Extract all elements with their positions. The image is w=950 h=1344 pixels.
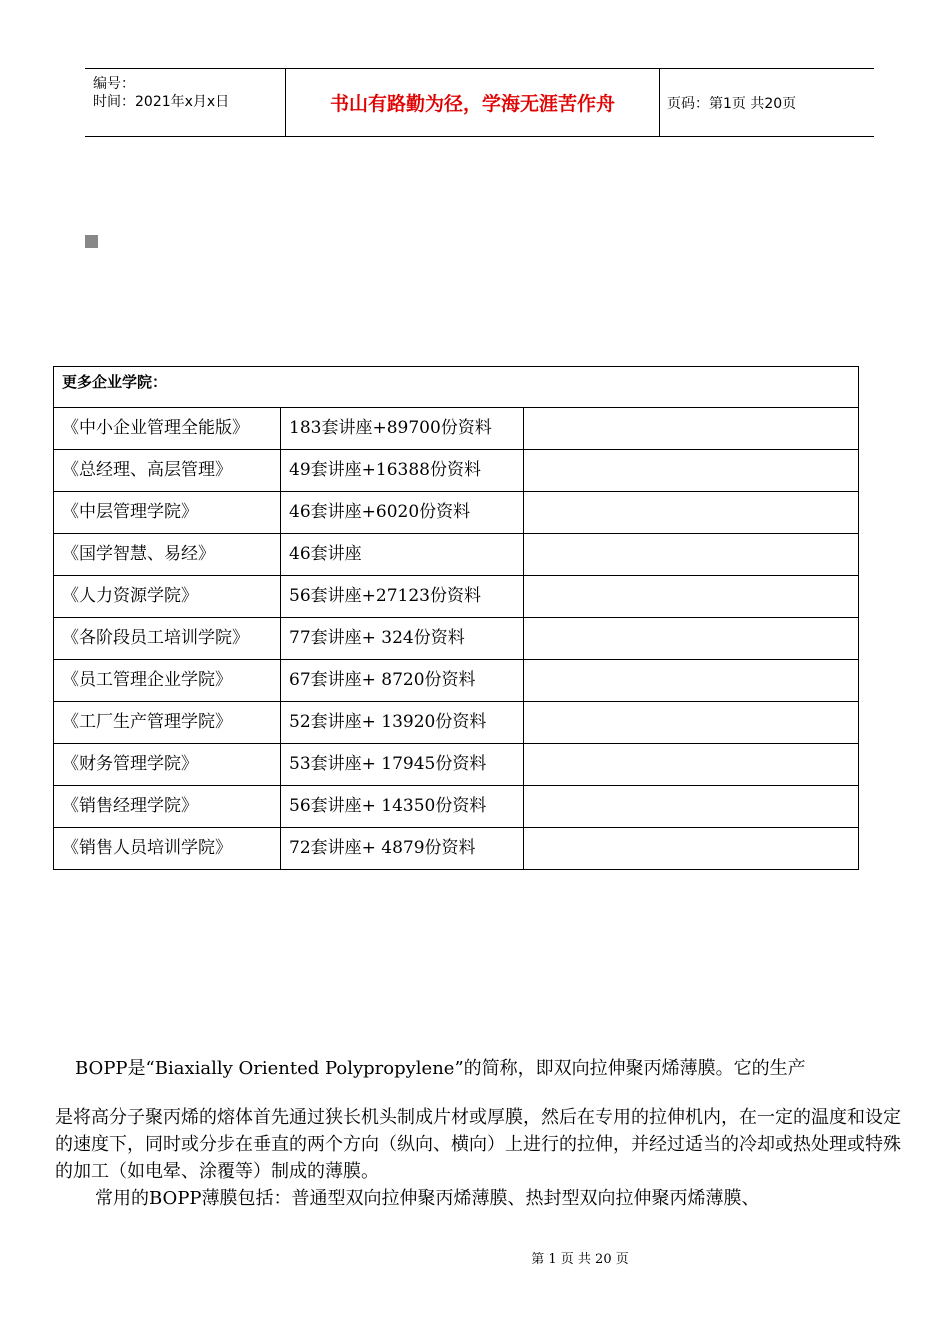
header-motto: 书山有路勤为径，学海无涯苦作舟: [285, 69, 660, 136]
academy-name: 《财务管理学院》: [54, 744, 281, 786]
paragraph-rest: 是将高分子聚丙烯的熔体首先通过狭长机头制成片材或厚膜，然后在专用的拉伸机内，在一定的温度和设定的速度下，同时或分步在垂直的两个方向（纵向、横向）上进行的拉伸，并经过适当的冷却或热处理或特殊的加工（如电晕、涂覆等）制成的薄膜。: [55, 1107, 901, 1182]
bullet-square-icon: [85, 235, 98, 248]
academy-resources: 46套讲座+6020份资料: [281, 492, 524, 534]
time-label: 时间：2021年x月x日: [93, 94, 230, 110]
table-row: [54, 492, 859, 534]
academy-resources: 49套讲座+16388份资料: [281, 450, 524, 492]
academy-resources: 56套讲座+27123份资料: [281, 576, 524, 618]
table-row: [54, 660, 859, 702]
academy-name: 《各阶段员工培训学院》: [54, 618, 281, 660]
academy-resources: 52套讲座+ 13920份资料: [281, 702, 524, 744]
empty-cell: [524, 660, 859, 702]
table-caption-row: [54, 367, 859, 408]
table-row: [54, 786, 859, 828]
empty-cell: [524, 618, 859, 660]
academy-name: 《国学智慧、易经》: [54, 534, 281, 576]
footer-page-number: 第 1 页 共 20 页: [531, 1252, 629, 1267]
academy-name: 《销售人员培训学院》: [54, 828, 281, 870]
paragraph-bopp-intro: [55, 1055, 915, 1185]
table-row: [54, 828, 859, 870]
academy-resources: 56套讲座+ 14350份资料: [281, 786, 524, 828]
academy-name: 《总经理、高层管理》: [54, 450, 281, 492]
academy-resources: 183套讲座+89700份资料: [281, 408, 524, 450]
empty-cell: [524, 786, 859, 828]
academy-name: 《中小企业管理全能版》: [54, 408, 281, 450]
empty-cell: [524, 744, 859, 786]
table-row: [54, 744, 859, 786]
table-row: [54, 408, 859, 450]
academy-name: 《人力资源学院》: [54, 576, 281, 618]
table-caption: 更多企业学院：: [54, 367, 859, 408]
academy-resources: 46套讲座: [281, 534, 524, 576]
page-header: [85, 68, 874, 137]
academy-name: 《工厂生产管理学院》: [54, 702, 281, 744]
empty-cell: [524, 450, 859, 492]
table-row: [54, 576, 859, 618]
table-row: [54, 450, 859, 492]
header-meta: [85, 69, 285, 136]
academy-resources: 77套讲座+ 324份资料: [281, 618, 524, 660]
table-row: [54, 534, 859, 576]
academy-name: 《员工管理企业学院》: [54, 660, 281, 702]
table-row: [54, 702, 859, 744]
empty-cell: [524, 534, 859, 576]
empty-cell: [524, 576, 859, 618]
paragraph-bopp-types: 常用的BOPP薄膜包括：普通型双向拉伸聚丙烯薄膜、热封型双向拉伸聚丙烯薄膜、: [95, 1188, 760, 1209]
academy-resources: 67套讲座+ 8720份资料: [281, 660, 524, 702]
empty-cell: [524, 492, 859, 534]
empty-cell: [524, 828, 859, 870]
number-label: 编号：: [93, 76, 135, 92]
page-footer: [0, 1248, 950, 1267]
paragraph-first-line: BOPP是“Biaxially Oriented Polypropylene”的简称，即双向拉伸聚丙烯薄膜。它的生产: [75, 1058, 806, 1079]
academy-name: 《中层管理学院》: [54, 492, 281, 534]
table-row: [54, 618, 859, 660]
academy-table: [53, 366, 859, 870]
academy-resources: 53套讲座+ 17945份资料: [281, 744, 524, 786]
empty-cell: [524, 408, 859, 450]
academy-resources: 72套讲座+ 4879份资料: [281, 828, 524, 870]
academy-name: 《销售经理学院》: [54, 786, 281, 828]
empty-cell: [524, 702, 859, 744]
header-page-info: 页码：第1页 共20页: [667, 95, 797, 112]
